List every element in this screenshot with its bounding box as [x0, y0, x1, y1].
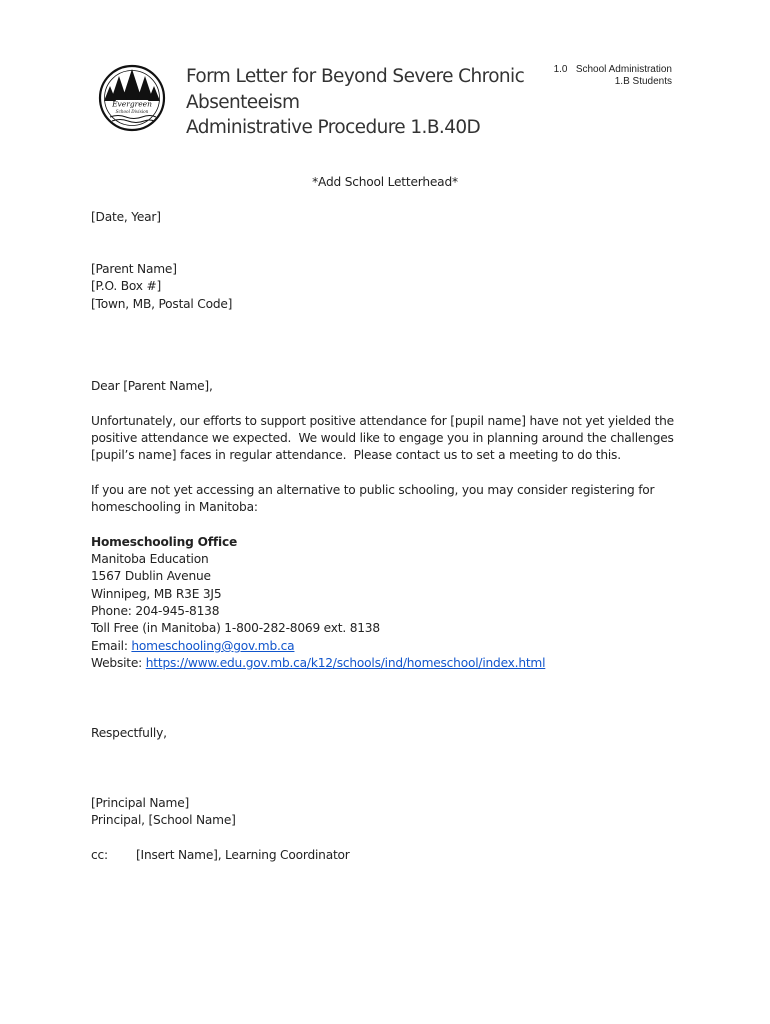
section-line-2: 1.B Students — [614, 76, 672, 87]
logo-text-2: School Division — [115, 109, 149, 114]
paragraph-1-line-1: Unfortunately, our efforts to support positive attendance for [pupil name] have not yet yielded the — [91, 414, 674, 428]
address-line-3: [Town, MB, Postal Code] — [91, 297, 233, 311]
office-toll-free: Toll Free (in Manitoba) 1-800-282-8069 ext. 8138 — [91, 621, 380, 635]
paragraph-2-line-1: If you are not yet accessing an alternative to public schooling, you may consider registering for — [91, 483, 655, 497]
signature-name: [Principal Name] — [91, 796, 190, 810]
salutation: Dear [Parent Name], — [91, 379, 213, 393]
office-name: Homeschooling Office — [91, 535, 238, 549]
paragraph-1-line-2: positive attendance we expected. We would like to engage you in planning around the challenges — [91, 431, 674, 445]
office-line-2: 1567 Dublin Avenue — [91, 569, 211, 583]
section-reference — [554, 64, 672, 88]
cc-label: cc: — [91, 848, 108, 862]
school-division-logo — [98, 64, 166, 132]
email-link[interactable]: homeschooling@gov.mb.ca — [131, 639, 295, 653]
office-website-row — [91, 655, 545, 672]
office-line-1: Manitoba Education — [91, 552, 209, 566]
date-placeholder: [Date, Year] — [91, 210, 161, 224]
email-label: Email: — [91, 639, 132, 653]
cc-value: [Insert Name], Learning Coordinator — [136, 848, 350, 862]
website-link[interactable]: https://www.edu.gov.mb.ca/k12/schools/ind/homeschool/index.html — [145, 656, 546, 670]
logo-text-1: Evergreen — [112, 99, 152, 109]
website-label: Website: — [91, 656, 146, 670]
paragraph-2-line-2: homeschooling in Manitoba: — [91, 500, 258, 514]
address-line-2: [P.O. Box #] — [91, 279, 162, 293]
address-line-1: [Parent Name] — [91, 262, 177, 276]
office-phone: Phone: 204-945-8138 — [91, 604, 220, 618]
document-title — [186, 64, 524, 141]
closing: Respectfully, — [91, 726, 167, 740]
office-email-row — [91, 638, 294, 655]
title-line-3: Administrative Procedure 1.B.40D — [186, 117, 481, 138]
office-line-3: Winnipeg, MB R3E 3J5 — [91, 587, 222, 601]
letterhead-placeholder: *Add School Letterhead* — [312, 175, 458, 189]
paragraph-1-line-3: [pupil’s name] faces in regular attendance. Please contact us to set a meeting to do this. — [91, 448, 621, 462]
title-line-1: Form Letter for Beyond Severe Chronic — [186, 66, 525, 87]
title-line-2: Absenteeism — [186, 91, 300, 113]
signature-title: Principal, [School Name] — [91, 813, 236, 827]
section-line-1: 1.0 School Administration — [553, 64, 672, 75]
